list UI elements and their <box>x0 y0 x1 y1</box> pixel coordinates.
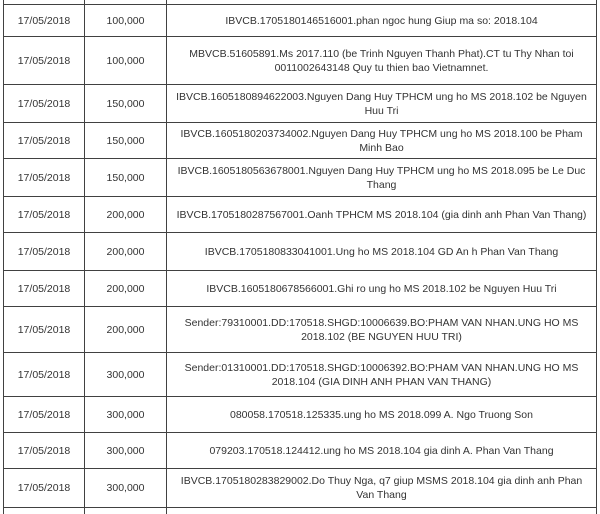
date-cell: 17/05/2018 <box>4 37 85 85</box>
description-cell: Sender:01310001.DD:170518.SHGD:10006392.BO:PHAM VAN NHAN.UNG HO MS 2018.104 (GIA DINH ANH PHAN VAN THANG) <box>167 353 597 397</box>
date-cell: 17/05/2018 <box>4 271 85 307</box>
amount-cell: 300,000 <box>85 397 167 433</box>
table-row <box>4 159 597 197</box>
table-row <box>4 85 597 123</box>
amount-cell: 200,000 <box>85 233 167 271</box>
table-row <box>4 271 597 307</box>
description-cell: MBVCB.51605891.Ms 2017.110 (be Trinh Nguyen Thanh Phat).CT tu Thy Nhan toi 0011002643148 Quy tu thien bao Vietnamnet. <box>167 37 597 85</box>
date-cell: 17/05/2018 <box>4 85 85 123</box>
amount-cell: 200,000 <box>85 197 167 233</box>
date-cell: 17/05/2018 <box>4 5 85 37</box>
partial-cell <box>85 508 167 514</box>
table-row <box>4 433 597 469</box>
date-cell: 17/05/2018 <box>4 353 85 397</box>
date-cell: 17/05/2018 <box>4 123 85 159</box>
description-cell: IBVCB.1705180833041001.Ung ho MS 2018.104 GD An h Phan Van Thang <box>167 233 597 271</box>
description-cell: 079203.170518.124412.ung ho MS 2018.104 gia dinh A. Phan Van Thang <box>167 433 597 469</box>
table-row <box>4 307 597 353</box>
table-row <box>4 123 597 159</box>
date-cell: 17/05/2018 <box>4 159 85 197</box>
description-cell: IBVCB.1605180203734002.Nguyen Dang Huy TPHCM ung ho MS 2018.100 be Pham Minh Bao <box>167 123 597 159</box>
amount-cell: 300,000 <box>85 353 167 397</box>
amount-cell: 100,000 <box>85 37 167 85</box>
amount-cell: 200,000 <box>85 271 167 307</box>
description-cell: Sender:79310001.DD:170518.SHGD:10006639.BO:PHAM VAN NHAN.UNG HO MS 2018.102 (BE NGUYEN HUU TRI) <box>167 307 597 353</box>
date-cell: 17/05/2018 <box>4 197 85 233</box>
description-cell: IBVCB.1605180894622003.Nguyen Dang Huy TPHCM ung ho MS 2018.102 be Nguyen Huu Tri <box>167 85 597 123</box>
date-cell: 17/05/2018 <box>4 307 85 353</box>
amount-cell: 150,000 <box>85 159 167 197</box>
description-cell: IBVCB.1605180678566001.Ghi ro ung ho MS 2018.102 be Nguyen Huu Tri <box>167 271 597 307</box>
partial-cell <box>167 508 597 514</box>
donation-table <box>3 0 597 514</box>
partial-cell <box>4 508 85 514</box>
amount-cell: 100,000 <box>85 5 167 37</box>
date-cell: 17/05/2018 <box>4 397 85 433</box>
table-row <box>4 469 597 508</box>
description-cell: IBVCB.1705180283829002.Do Thuy Nga, q7 giup MSMS 2018.104 gia dinh anh Phan Van Thang <box>167 469 597 508</box>
date-cell: 17/05/2018 <box>4 233 85 271</box>
date-cell: 17/05/2018 <box>4 433 85 469</box>
date-cell: 17/05/2018 <box>4 469 85 508</box>
amount-cell: 150,000 <box>85 85 167 123</box>
table-body <box>4 0 597 514</box>
amount-cell: 300,000 <box>85 433 167 469</box>
table-row <box>4 5 597 37</box>
amount-cell: 300,000 <box>85 469 167 508</box>
table-row <box>4 233 597 271</box>
description-cell: IBVCB.1705180287567001.Oanh TPHCM MS 2018.104 (gia dinh anh Phan Van Thang) <box>167 197 597 233</box>
description-cell: IBVCB.1705180146516001.phan ngoc hung Giup ma so: 2018.104 <box>167 5 597 37</box>
amount-cell: 200,000 <box>85 307 167 353</box>
description-cell: IBVCB.1605180563678001.Nguyen Dang Huy TPHCM ung ho MS 2018.095 be Le Duc Thang <box>167 159 597 197</box>
amount-cell: 150,000 <box>85 123 167 159</box>
table-row <box>4 353 597 397</box>
table-row <box>4 197 597 233</box>
table-row <box>4 397 597 433</box>
partial-row <box>4 508 597 514</box>
table-row <box>4 37 597 85</box>
description-cell: 080058.170518.125335.ung ho MS 2018.099 A. Ngo Truong Son <box>167 397 597 433</box>
